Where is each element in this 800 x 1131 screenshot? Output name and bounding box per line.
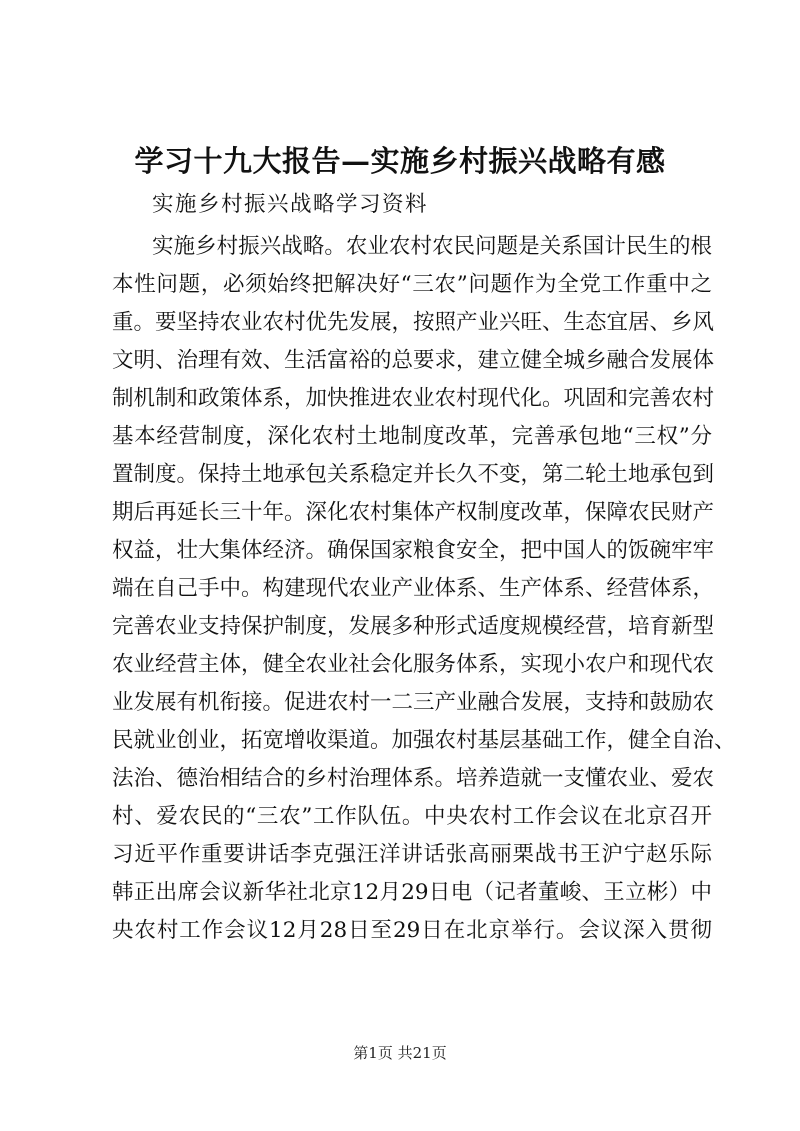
- body-line-14: 民就业创业，拓宽增收渠道。加强农村基层基础工作，健全自治、: [112, 728, 736, 753]
- body-line-12: 农业经营主体，健全农业社会化服务体系，实现小农户和现代农: [112, 652, 715, 677]
- body-line-1: 实施乡村振兴战略。农业农村农民问题是关系国计民生的根: [152, 234, 712, 259]
- document-subtitle: 实施乡村振兴战略学习资料: [152, 192, 429, 217]
- body-line-19: 央农村工作会议12月28日至29日在北京举行。会议深入贯彻: [112, 918, 712, 943]
- body-line-13: 业发展有机衔接。促进农村一二三产业融合发展，支持和鼓励农: [112, 690, 715, 715]
- body-line-11: 完善农业支持保护制度，发展多种形式适度规模经营，培育新型: [112, 614, 715, 639]
- body-line-5: 制机制和政策体系，加快推进农业农村现代化。巩固和完善农村: [112, 386, 715, 411]
- body-line-16: 村、爱农民的“三农”工作队伍。中央农村工作会议在北京召开: [112, 804, 712, 829]
- body-line-15: 法治、德治相结合的乡村治理体系。培养造就一支懂农业、爱农: [112, 766, 715, 791]
- body-line-8: 期后再延长三十年。深化农村集体产权制度改革，保障农民财产: [112, 500, 715, 525]
- body-line-17: 习近平作重要讲话李克强汪洋讲话张高丽栗战书王沪宁赵乐际: [112, 842, 712, 867]
- body-line-2: 本性问题，必须始终把解决好“三农”问题作为全党工作重中之: [112, 272, 712, 297]
- body-line-3: 重。要坚持农业农村优先发展，按照产业兴旺、生态宜居、乡风: [112, 310, 715, 335]
- body-line-4: 文明、治理有效、生活富裕的总要求，建立健全城乡融合发展体: [112, 348, 715, 373]
- body-line-9: 权益，壮大集体经济。确保国家粮食安全，把中国人的饭碗牢牢: [112, 538, 715, 563]
- document-title: 学习十九大报告—实施乡村振兴战略有感: [134, 144, 666, 178]
- page-footer: 第1页 共21页: [353, 1044, 447, 1062]
- body-line-10: 端在自己手中。构建现代农业产业体系、生产体系、经营体系，: [112, 576, 715, 601]
- body-line-18: 韩正出席会议新华社北京12月29日电（记者董峻、王立彬）中: [112, 880, 712, 905]
- body-line-7: 置制度。保持土地承包关系稳定并长久不变，第二轮土地承包到: [112, 462, 715, 487]
- body-line-6: 基本经营制度，深化农村土地制度改革，完善承包地“三权”分: [112, 424, 712, 449]
